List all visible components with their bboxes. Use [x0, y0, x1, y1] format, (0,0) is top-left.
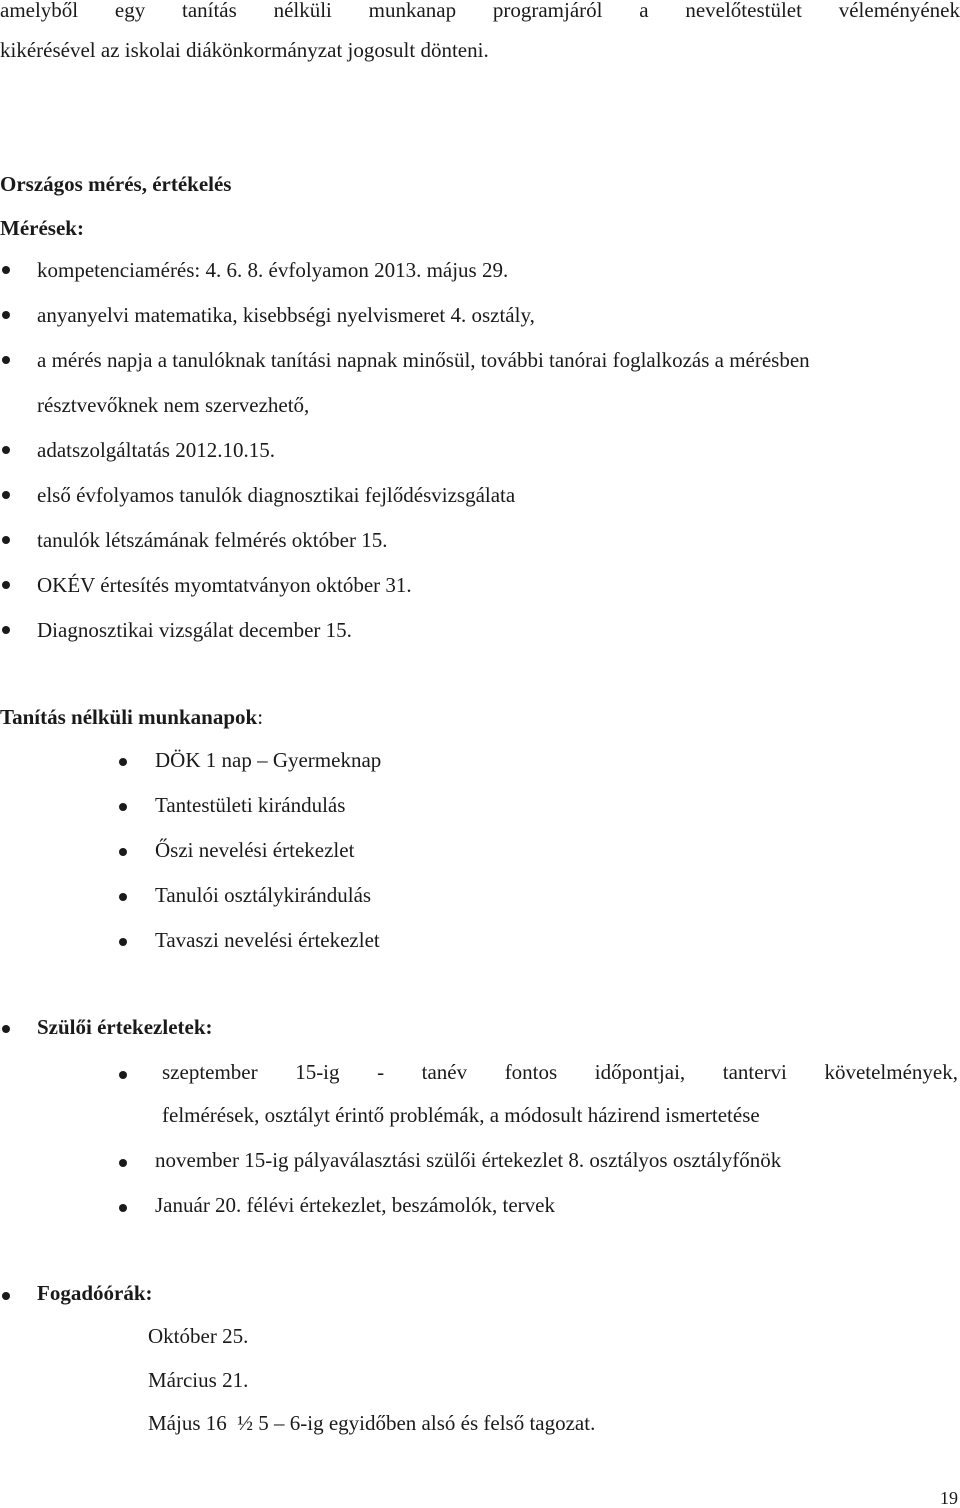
intro-word: egy [114, 0, 146, 22]
bullet-icon [2, 491, 10, 499]
bullet-icon [2, 626, 10, 634]
list-item: anyanyelvi matematika, kisebbségi nyelvismeret 4. osztály, [37, 303, 535, 327]
bullet-icon [2, 356, 10, 364]
bullet-icon [119, 1204, 127, 1212]
intro-word: a [639, 0, 649, 22]
parents-word: szeptember [162, 1060, 258, 1084]
list-item: DÖK 1 nap – Gyermeknap [155, 748, 382, 772]
parents-item-1-line-1 [162, 1060, 958, 1084]
bullet-icon [2, 536, 10, 544]
parents-word: követelmények, [824, 1060, 958, 1084]
bullet-icon [119, 893, 127, 901]
bullet-icon [119, 848, 127, 856]
list-item: első évfolyamos tanulók diagnosztikai fejlődésvizsgálata [37, 483, 516, 507]
list-item: Őszi nevelési értekezlet [155, 838, 355, 862]
parents-title: Szülői értekezletek: [37, 1015, 213, 1039]
list-item: Tantestületi kirándulás [155, 793, 346, 817]
reception-title: Fogadóórák: [37, 1281, 153, 1305]
list-item: OKÉV értesítés myomtatványon október 31. [37, 573, 412, 597]
list-item: a mérés napja a tanulóknak tanítási napnak minősül, további tanórai foglalkozás a mérésben [37, 348, 810, 372]
parents-word: tantervi [722, 1060, 787, 1084]
parents-word: - [377, 1060, 385, 1084]
intro-word: nevelőtestület [685, 0, 802, 22]
list-item: Tavaszi nevelési értekezlet [155, 928, 380, 952]
workdays-title: Tanítás nélküli munkanapok [0, 705, 258, 729]
bullet-icon [2, 1292, 10, 1300]
reception-date: Május 16 ½ 5 – 6-ig egyidőben alsó és felső tagozat. [148, 1411, 596, 1435]
intro-word: nélküli [273, 0, 332, 22]
parents-item-1-line-2: felmérések, osztályt érintő problémák, a módosult házirend ismertetése [162, 1103, 760, 1127]
list-item: adatszolgáltatás 2012.10.15. [37, 438, 275, 462]
bullet-icon [2, 446, 10, 454]
list-item-continuation: résztvevőknek nem szervezhető, [37, 393, 310, 417]
list-item: november 15-ig pályaválasztási szülői értekezlet 8. osztályos osztályfőnök [155, 1148, 782, 1172]
list-item: kompetenciamérés: 4. 6. 8. évfolyamon 2013. május 29. [37, 258, 509, 282]
parents-word: időpontjai, [594, 1060, 686, 1084]
list-item: Január 20. félévi értekezlet, beszámolók, tervek [155, 1193, 555, 1217]
bullet-icon [119, 938, 127, 946]
list-item: Tanulói osztálykirándulás [155, 883, 372, 907]
bullet-icon [2, 311, 10, 319]
measurement-subtitle: Mérések: [0, 216, 84, 240]
intro-word: munkanap [368, 0, 457, 22]
bullet-icon [119, 803, 127, 811]
parents-word: tanév [421, 1060, 468, 1084]
parents-word: 15-ig [295, 1060, 340, 1084]
intro-line-1 [0, 0, 960, 22]
intro-word: programjáról [492, 0, 603, 22]
workdays-title-suffix: : [257, 705, 264, 729]
reception-date: Március 21. [148, 1368, 249, 1392]
measurement-title: Országos mérés, értékelés [0, 172, 232, 196]
list-item: Diagnosztikai vizsgálat december 15. [37, 618, 352, 642]
bullet-icon [119, 758, 127, 766]
intro-line-2: kikérésével az iskolai diákönkormányzat jogosult dönteni. [0, 38, 489, 62]
bullet-icon [2, 1025, 10, 1033]
bullet-icon [119, 1071, 127, 1079]
page-number: 19 [940, 1488, 958, 1508]
list-item: tanulók létszámának felmérés október 15. [37, 528, 388, 552]
bullet-icon [119, 1159, 127, 1167]
workdays-heading [0, 705, 263, 729]
intro-word: tanítás [181, 0, 237, 22]
intro-word: véleményének [838, 0, 960, 22]
intro-word: amelyből [0, 0, 79, 22]
reception-date: Október 25. [148, 1324, 249, 1348]
parents-word: fontos [504, 1060, 558, 1084]
bullet-icon [2, 266, 10, 274]
bullet-icon [2, 581, 10, 589]
